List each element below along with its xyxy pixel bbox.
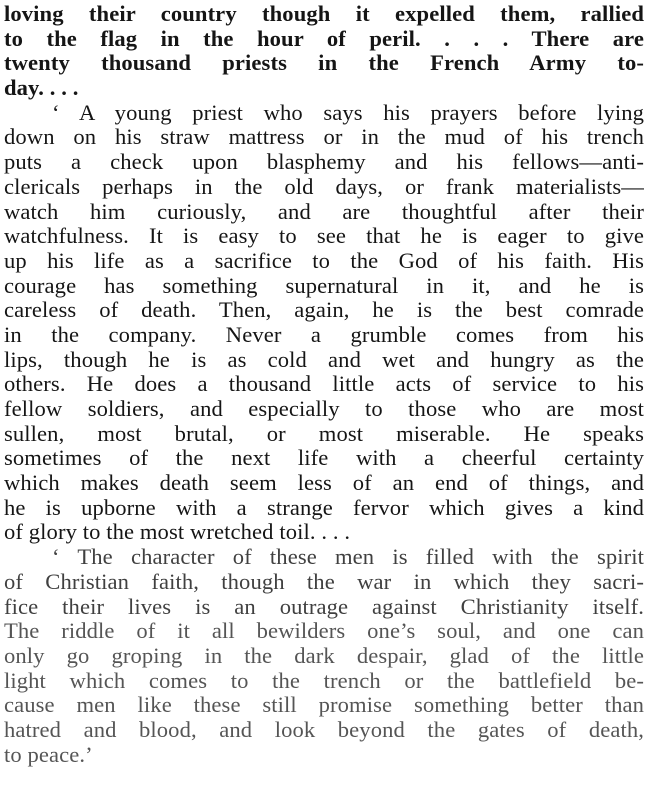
text-line: ‘ The character of these men is filled with the spirit: [52, 544, 644, 570]
text-line: which makes death seem less of an end of things, and: [4, 470, 644, 496]
text-line: fellow soldiers, and especially to those who are most: [4, 396, 644, 421]
text-line: only go groping in the dark despair, glad of the little: [4, 642, 644, 668]
document-page: [4, 2, 644, 767]
text-line: sullen, most brutal, or most miserable. He speaks: [4, 420, 644, 446]
text-line: of glory to the most wretched toil. . . .: [4, 519, 351, 545]
text-line: cause men like these still promise something better than: [4, 692, 644, 718]
text-line: courage has something supernatural in it, and he is: [4, 272, 644, 298]
text-line: day. . . .: [4, 75, 79, 101]
text-line: careless of death. Then, again, he is the best comrade: [4, 297, 644, 323]
text-line: others. He does a thousand little acts of service to his: [4, 371, 644, 397]
text-line: puts a check upon blasphemy and his fellows—anti-: [4, 149, 644, 175]
text-line: sometimes of the next life with a cheerful certainty: [4, 445, 644, 471]
text-line: of Christian faith, though the war in which they sacri-: [4, 568, 644, 594]
text-line: he is upborne with a strange fervor which gives a kind: [4, 494, 644, 520]
text-line: up his life as a sacrifice to the God of his faith. His: [4, 247, 644, 273]
text-line: light which comes to the trench or the battlefield be-: [4, 667, 644, 693]
text-line: in the company. Never a grumble comes from his: [4, 321, 644, 347]
text-line: The riddle of it all bewilders one’s soul, and one can: [4, 618, 644, 644]
text-line: twenty thousand priests in the French Army to-: [4, 50, 644, 76]
text-line: watch him curiously, and are thoughtful after their: [4, 198, 644, 224]
text-line: to peace.’: [4, 741, 93, 767]
text-line: clericals perhaps in the old days, or frank materialists—: [4, 173, 644, 199]
text-line: loving their country though it expelled them, rallied: [4, 1, 644, 26]
text-line: to the flag in the hour of peril. . . . There are: [4, 25, 644, 51]
text-line: lips, though he is as cold and wet and hungry as the: [4, 346, 644, 372]
text-line: hatred and blood, and look beyond the gates of death,: [4, 716, 644, 742]
text-line: watchfulness. It is easy to see that he is eager to give: [4, 223, 644, 249]
text-line: down on his straw mattress or in the mud of his trench: [4, 124, 644, 150]
text-line: fice their lives is an outrage against Christianity itself.: [4, 593, 644, 619]
text-line: ‘ A young priest who says his prayers before lying: [52, 99, 644, 125]
